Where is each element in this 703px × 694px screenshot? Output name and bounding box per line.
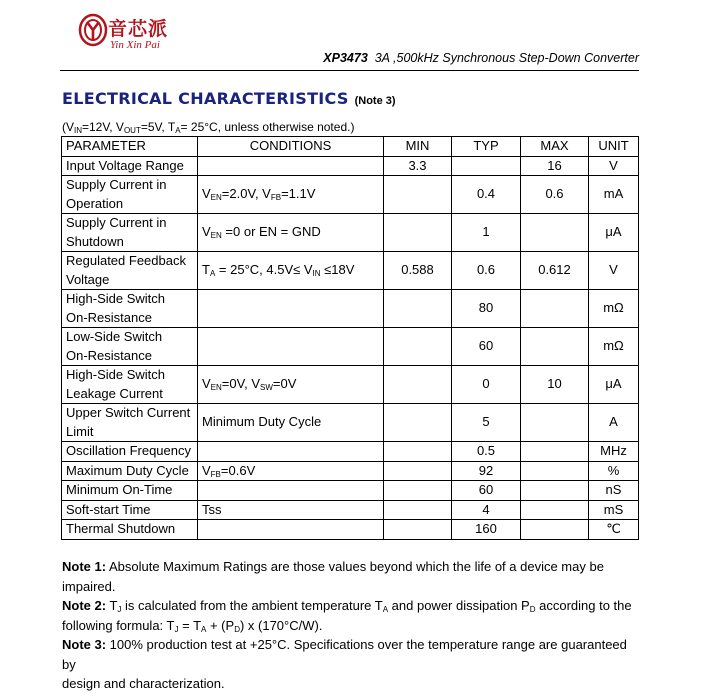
parameter-cell: Supply Current in Shutdown (62, 214, 198, 252)
table-row (62, 252, 639, 290)
table-row (62, 366, 639, 404)
max-cell (521, 500, 589, 520)
table-row (62, 500, 639, 520)
parameter-cell: Regulated Feedback Voltage (62, 252, 198, 290)
typ-cell: 1 (452, 214, 521, 252)
max-cell: 16 (521, 156, 589, 176)
typ-cell: 92 (452, 461, 521, 481)
unit-cell: nS (589, 481, 639, 501)
conditions-cell: Tss (198, 500, 384, 520)
parameter-cell: Upper Switch Current Limit (62, 404, 198, 442)
conditions-cell: $V_{FB}=0.6V$ (198, 461, 384, 481)
parameter-cell: High-Side Switch Leakage Current (62, 366, 198, 404)
unit-cell: mA (589, 176, 639, 214)
min-cell (384, 500, 452, 520)
table-row (62, 176, 639, 214)
table-row (62, 328, 639, 366)
min-cell (384, 481, 452, 501)
document-title (323, 51, 639, 65)
unit-cell: V (589, 252, 639, 290)
min-cell (384, 461, 452, 481)
note-1: Note 1: Absolute Maximum Ratings are those values beyond which the life of a device may be impaired. (62, 559, 604, 594)
max-cell: 0.612 (521, 252, 589, 290)
logo-chinese-text: 音芯派 (108, 18, 169, 40)
table-row (62, 214, 639, 252)
parameter-cell: Oscillation Frequency (62, 442, 198, 462)
table-row (62, 156, 639, 176)
typ-cell: 60 (452, 328, 521, 366)
table-row (62, 442, 639, 462)
section-note: (Note 3) (354, 95, 396, 107)
typ-cell: 4 (452, 500, 521, 520)
typ-cell: 0 (452, 366, 521, 404)
parameter-cell: Input Voltage Range (62, 156, 198, 176)
max-cell: 10 (521, 366, 589, 404)
table-row (62, 481, 639, 501)
max-cell (521, 404, 589, 442)
parameter-cell: Maximum Duty Cycle (62, 461, 198, 481)
max-cell: 0.6 (521, 176, 589, 214)
unit-cell: μA (589, 366, 639, 404)
note-3: Note 3: 100% production test at +25°C. Specifications over the temperature range are guaranteed by design and characterization. (62, 637, 627, 691)
min-cell (384, 290, 452, 328)
header-divider (60, 70, 639, 71)
parameter-cell: Minimum On-Time (62, 481, 198, 501)
max-cell (521, 520, 589, 540)
min-cell (384, 176, 452, 214)
conditions-cell (198, 156, 384, 176)
note-2: Note 2: $T_J$ is calculated from the ambient temperature $T_A$ and power dissipation $P_D$ according to the following formula: $T_J = T_A + (P_D)$ x (170°C/W). (62, 598, 632, 634)
typ-cell: 60 (452, 481, 521, 501)
header-conditions: CONDITIONS (198, 137, 384, 157)
parameter-cell: Low-Side Switch On-Resistance (62, 328, 198, 366)
max-cell (521, 461, 589, 481)
parameter-cell: Thermal Shutdown (62, 520, 198, 540)
logo-english-text: Yin Xin Pai (110, 39, 160, 51)
unit-cell: ℃ (589, 520, 639, 540)
section-title-text: ELECTRICAL CHARACTERISTICS (62, 89, 349, 108)
conditions-cell (198, 442, 384, 462)
conditions-cell: $V_{EN}=0V$, $V_{SW}=0V$ (198, 366, 384, 404)
part-number: XP3473 (323, 51, 368, 65)
min-cell: 0.588 (384, 252, 452, 290)
table-header-row (62, 137, 639, 157)
conditions-cell (198, 328, 384, 366)
min-cell (384, 520, 452, 540)
max-cell (521, 481, 589, 501)
notes-section (62, 557, 642, 694)
typ-cell: 5 (452, 404, 521, 442)
part-description: 3A ,500kHz Synchronous Step-Down Converter (374, 51, 639, 65)
header-parameter: PARAMETER (62, 137, 198, 157)
max-cell (521, 442, 589, 462)
table-row (62, 404, 639, 442)
header-min: MIN (384, 137, 452, 157)
min-cell (384, 442, 452, 462)
unit-cell: mΩ (589, 290, 639, 328)
unit-cell: μA (589, 214, 639, 252)
max-cell (521, 328, 589, 366)
typ-cell (452, 156, 521, 176)
unit-cell: MHz (589, 442, 639, 462)
parameter-cell: Supply Current in Operation (62, 176, 198, 214)
min-cell (384, 404, 452, 442)
unit-cell: V (589, 156, 639, 176)
electrical-characteristics-table (61, 136, 639, 540)
table-row (62, 520, 639, 540)
conditions-cell: $T_A = 25^\circ C$, $4.5V\le V_{IN} \le 18V$ (198, 252, 384, 290)
typ-cell: 80 (452, 290, 521, 328)
header-max: MAX (521, 137, 589, 157)
yinxinpai-logo-icon (78, 12, 108, 52)
unit-cell: A (589, 404, 639, 442)
typ-cell: 160 (452, 520, 521, 540)
unit-cell: mS (589, 500, 639, 520)
typ-cell: 0.4 (452, 176, 521, 214)
header-typ: TYP (452, 137, 521, 157)
table-row (62, 461, 639, 481)
min-cell (384, 366, 452, 404)
conditions-cell: $V_{EN}=2.0V$, $V_{FB}=1.1V$ (198, 176, 384, 214)
table-row (62, 290, 639, 328)
max-cell (521, 290, 589, 328)
parameter-cell: Soft-start Time (62, 500, 198, 520)
company-logo (78, 10, 198, 60)
min-cell: 3.3 (384, 156, 452, 176)
unit-cell: mΩ (589, 328, 639, 366)
section-title (62, 89, 396, 108)
conditions-cell: $V_{EN} =0$ or EN = GND (198, 214, 384, 252)
min-cell (384, 214, 452, 252)
conditions-cell: Minimum Duty Cycle (198, 404, 384, 442)
unit-cell: % (589, 461, 639, 481)
parameter-cell: High-Side Switch On-Resistance (62, 290, 198, 328)
typ-cell: 0.6 (452, 252, 521, 290)
conditions-cell (198, 520, 384, 540)
max-cell (521, 214, 589, 252)
test-conditions: ($V_{IN}=12V$, $V_{OUT}=5V$, $T_A= 25^\circ C$, unless otherwise noted.) (62, 120, 355, 135)
typ-cell: 0.5 (452, 442, 521, 462)
header-unit: UNIT (589, 137, 639, 157)
conditions-cell (198, 290, 384, 328)
min-cell (384, 328, 452, 366)
conditions-cell (198, 481, 384, 501)
